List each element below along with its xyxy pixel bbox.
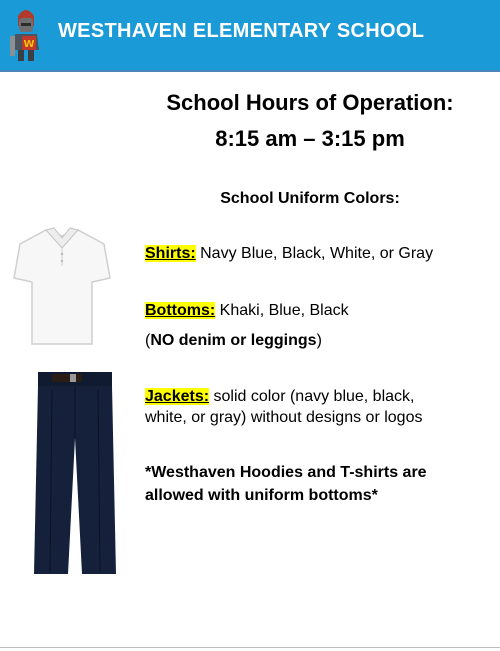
hoodies-note-line-2: allowed with uniform bottoms* — [145, 487, 378, 504]
shirts-label: Shirts: — [145, 245, 196, 262]
jackets-line-1 — [145, 388, 414, 406]
svg-text:W: W — [23, 39, 35, 50]
bottoms-label: Bottoms: — [145, 302, 216, 319]
knight-mascot-logo — [8, 6, 44, 62]
white-polo-shirt-image — [12, 222, 112, 348]
no-denim-close: ) — [316, 332, 322, 349]
navy-dress-pants-image — [30, 368, 120, 578]
shirts-line — [145, 245, 433, 263]
jackets-text-1: solid color (navy blue, black, — [209, 388, 415, 405]
hoodies-note-line-1: *Westhaven Hoodies and T-shirts are — [145, 464, 427, 481]
hours-time: 8:15 am – 3:15 pm — [215, 126, 405, 151]
bottom-divider — [0, 647, 500, 648]
bottoms-line — [145, 302, 349, 320]
jackets-line-2: white, or gray) without designs or logos — [145, 409, 423, 426]
no-denim-open: ( — [145, 332, 151, 349]
no-denim-text: NO denim or leggings — [150, 332, 317, 349]
uniform-colors-heading: School Uniform Colors: — [220, 190, 400, 207]
jackets-label: Jackets: — [145, 388, 210, 405]
no-denim-note — [145, 332, 322, 350]
hours-heading: School Hours of Operation: — [166, 90, 454, 115]
shirts-colors: Navy Blue, Black, White, or Gray — [195, 245, 434, 262]
school-name-title: WESTHAVEN ELEMENTARY SCHOOL — [58, 20, 425, 42]
bottoms-colors: Khaki, Blue, Black — [215, 302, 349, 319]
header-banner — [0, 0, 500, 72]
